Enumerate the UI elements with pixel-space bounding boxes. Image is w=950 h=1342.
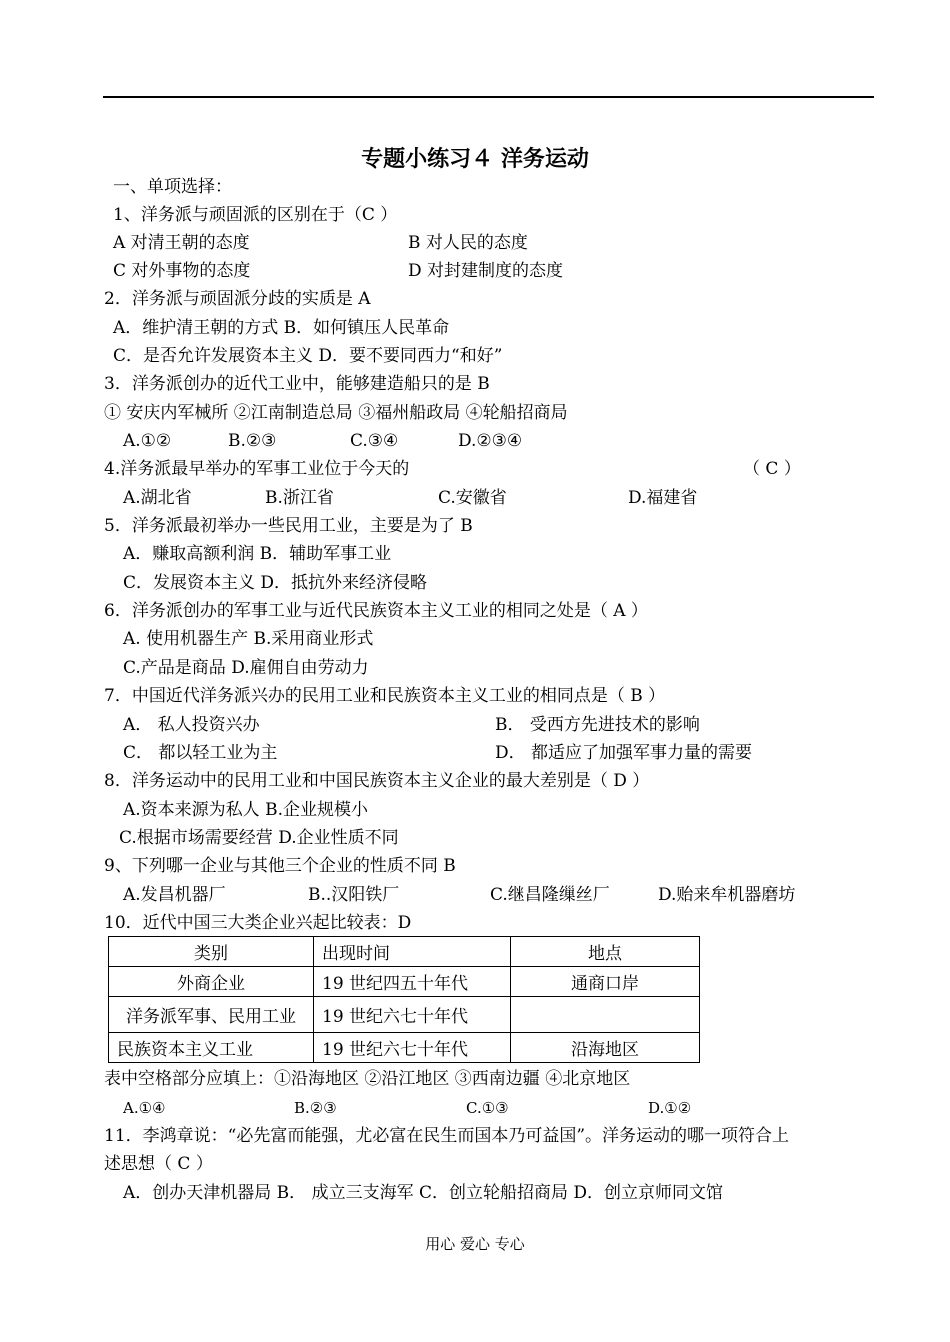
q10-option-a: A.①④ bbox=[123, 1099, 166, 1117]
table-header-cell: 类别 bbox=[109, 937, 314, 967]
q11-options: A．创办天津机器局 B． 成立三支海军 C．创立轮船招商局 D．创立京师同文馆 bbox=[123, 1183, 724, 1203]
q1-stem: 1、洋务派与顽固派的区别在于（C ） bbox=[113, 205, 398, 225]
q9-option-d: D.贻来牟机器磨坊 bbox=[658, 885, 796, 905]
q6-options-ab: A. 使用机器生产 B.采用商业形式 bbox=[123, 629, 374, 649]
q4-answer: （ C ） bbox=[743, 459, 801, 479]
q9-option-c: C.继昌隆缫丝厂 bbox=[490, 885, 610, 905]
q7-stem: 7．中国近代洋务派兴办的民用工业和民族资本主义工业的相同点是（ B ） bbox=[104, 686, 666, 706]
q10-stem: 10．近代中国三大类企业兴起比较表：D bbox=[104, 913, 412, 933]
page-title: 专题小练习４ 洋务运动 bbox=[361, 147, 589, 172]
q11-stem-line2: 述思想（ C ） bbox=[104, 1154, 213, 1174]
q3-option-a: A.①② bbox=[123, 431, 172, 451]
q7-option-c: C． 都以轻工业为主 bbox=[123, 743, 278, 763]
q10-option-d: D.①② bbox=[648, 1099, 692, 1117]
q1-option-d: D 对封建制度的态度 bbox=[408, 261, 564, 281]
q6-options-cd: C.产品是商品 D.雇佣自由劳动力 bbox=[123, 658, 369, 678]
table-cell: 19 世纪六七十年代 bbox=[314, 997, 511, 1033]
q3-stem: 3．洋务派创办的近代工业中，能够建造船只的是 B bbox=[104, 374, 490, 394]
q10-fill-prompt: 表中空格部分应填上：①沿海地区 ②沿江地区 ③西南边疆 ④北京地区 bbox=[104, 1069, 631, 1089]
q4-option-b: B.浙江省 bbox=[265, 488, 334, 508]
table-row bbox=[109, 967, 700, 997]
q8-options-cd: C.根据市场需要经营 D.企业性质不同 bbox=[119, 828, 399, 848]
table-cell: 通商口岸 bbox=[511, 967, 700, 997]
q3-option-b: B.②③ bbox=[228, 431, 277, 451]
q4-option-a: A.湖北省 bbox=[123, 488, 192, 508]
q4-option-d: D.福建省 bbox=[628, 488, 698, 508]
section-heading: 一、单项选择： bbox=[113, 177, 232, 197]
q4-stem: 4.洋务派最早举办的军事工业位于今天的 bbox=[104, 459, 410, 479]
q2-options-cd: C．是否允许发展资本主义 D．要不要同西力“和好” bbox=[113, 346, 503, 366]
table-cell bbox=[511, 997, 700, 1033]
q1-option-b: B 对人民的态度 bbox=[408, 233, 528, 253]
q1-option-c: C 对外事物的态度 bbox=[113, 261, 251, 281]
q9-stem: 9、下列哪一企业与其他三个企业的性质不同 B bbox=[104, 856, 456, 876]
table-row bbox=[109, 1033, 700, 1063]
q5-options-ab: A．赚取高额利润 B．辅助军事工业 bbox=[123, 544, 392, 564]
q8-options-ab: A.资本来源为私人 B.企业规模小 bbox=[123, 800, 368, 820]
table-header-cell: 出现时间 bbox=[314, 937, 511, 967]
q9-option-b: B..汉阳铁厂 bbox=[308, 885, 400, 905]
header-rule bbox=[103, 96, 874, 98]
q5-stem: 5．洋务派最初举办一些民用工业，主要是为了 B bbox=[104, 516, 473, 536]
comparison-table bbox=[108, 936, 700, 1063]
q7-option-d: D． 都适应了加强军事力量的需要 bbox=[495, 743, 753, 763]
q6-stem: 6．洋务派创办的军事工业与近代民族资本主义工业的相同之处是（ A ） bbox=[104, 601, 648, 621]
table-cell: 沿海地区 bbox=[511, 1033, 700, 1063]
q5-options-cd: C．发展资本主义 D．抵抗外来经济侵略 bbox=[123, 573, 428, 593]
q8-stem: 8．洋务运动中的民用工业和中国民族资本主义企业的最大差别是（ D ） bbox=[104, 771, 650, 791]
q7-option-a: A． 私人投资兴办 bbox=[123, 715, 260, 735]
table-header-row bbox=[109, 937, 700, 967]
q7-option-b: B． 受西方先进技术的影响 bbox=[495, 715, 700, 735]
q4-option-c: C.安徽省 bbox=[438, 488, 507, 508]
table-cell: 19 世纪四五十年代 bbox=[314, 967, 511, 997]
table-cell: 洋务派军事、民用工业 bbox=[109, 997, 314, 1033]
table-cell: 19 世纪六七十年代 bbox=[314, 1033, 511, 1063]
q2-options-ab: A．维护清王朝的方式 B．如何镇压人民革命 bbox=[113, 318, 450, 338]
q9-option-a: A.发昌机器厂 bbox=[123, 885, 226, 905]
q3-items: ① 安庆内军械所 ②江南制造总局 ③福州船政局 ④轮船招商局 bbox=[104, 403, 568, 423]
q10-option-b: B.②③ bbox=[294, 1099, 337, 1117]
q3-option-d: D.②③④ bbox=[458, 431, 523, 451]
table-row bbox=[109, 997, 700, 1033]
q2-stem: 2．洋务派与顽固派分歧的实质是 A bbox=[104, 289, 371, 309]
q1-option-a: A 对清王朝的态度 bbox=[113, 233, 250, 253]
table-header-cell: 地点 bbox=[511, 937, 700, 967]
table-cell: 外商企业 bbox=[109, 967, 314, 997]
q3-option-c: C.③④ bbox=[350, 431, 399, 451]
q10-option-c: C.①③ bbox=[466, 1099, 509, 1117]
table-cell: 民族资本主义工业 bbox=[109, 1033, 314, 1063]
page-footer: 用心 爱心 专心 bbox=[425, 1235, 525, 1253]
q11-stem-line1: 11．李鸿章说：“必先富而能强，尤必富在民生而国本乃可益国”。洋务运动的哪一项符合上 bbox=[104, 1126, 790, 1146]
